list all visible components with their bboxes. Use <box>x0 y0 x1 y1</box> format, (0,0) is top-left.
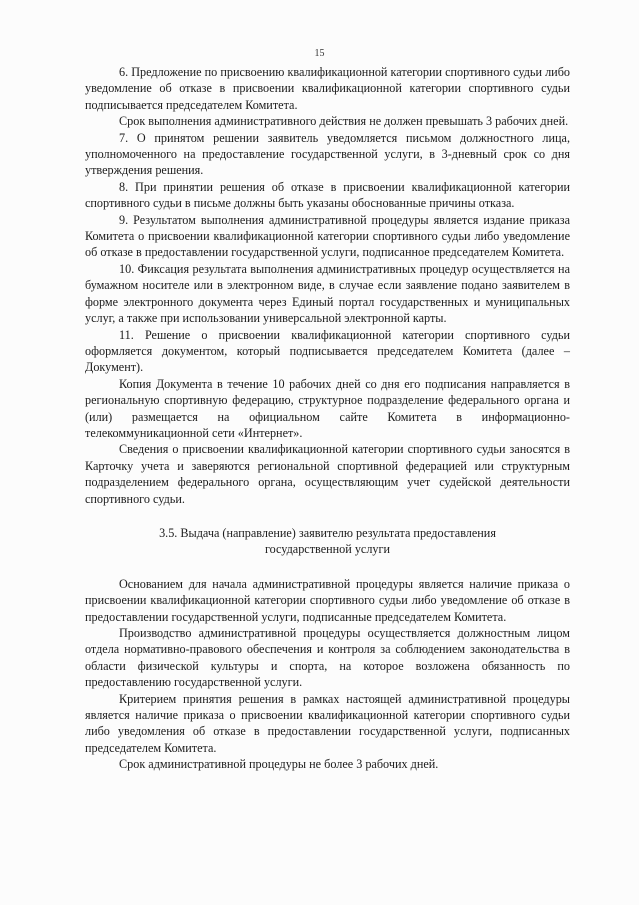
paragraph-11: 11. Решение о присвоении квалификационной категории спортивного судьи оформляется документом, который подписывается председателем Комитета (далее – Документ). <box>85 327 570 375</box>
paragraph-basis: Основанием для начала административной процедуры является наличие приказа о присвоении квалификационной категории спортивного судьи либо уведомление об отказе в предоставлении государственной услуги, подписанные председателем Комитета. <box>85 576 570 624</box>
paragraph-document-copy: Копия Документа в течение 10 рабочих дней со дня его подписания направляется в региональную спортивную федерацию, структурное подразделение федерального органа и (или) размещается на официальном сайте Комитета в информационно-телекоммуникационной сети «Интернет». <box>85 376 570 440</box>
paragraph-records: Сведения о присвоении квалификационной категории спортивного судьи заносятся в Карточку учета и заверяются региональной спортивной федерацией или структурным подразделением федерального органа, осуществляющим учет судейской деятельности спортивного судьи. <box>85 442 570 506</box>
section-heading <box>85 525 570 558</box>
page-number: 15 <box>314 48 325 59</box>
paragraph-10: 10. Фиксация результата выполнения административных процедур осуществляется на бумажном носителе или в электронном виде, в случае если заявление подано заявителем в форме электронного документа через Единый портал государственных и муниципальных услуг, а также при использовании универсальной электронной карты. <box>85 261 570 326</box>
section-heading-line-2: государственной услуги <box>264 542 391 557</box>
paragraph-procedure-term: Срок административной процедуры не более 3 рабочих дней. <box>119 757 439 772</box>
paragraph-9: 9. Результатом выполнения административной процедуры является издание приказа Комитета о присвоении квалификационной категории спортивного судьи либо уведомление об отказе в предоставлении государственной услуги, подписанное председателем Комитета. <box>85 212 570 260</box>
page-content <box>85 64 570 773</box>
paragraph-7: 7. О принятом решении заявитель уведомляется письмом должностного лица, уполномоченного на предоставление государственной услуги, в 3-дневный срок со дня утверждения решения. <box>85 130 570 178</box>
paragraph-6: 6. Предложение по присвоению квалификационной категории спортивного судьи либо уведомление об отказе в присвоении квалификационной категории спортивного судьи подписывается председателем Комитета. <box>85 65 570 112</box>
paragraph-criterion: Критерием принятия решения в рамках настоящей административной процедуры является наличие приказа о присвоении квалификационной категории спортивного судьи либо уведомления об отказе в предоставлении государственной услуги, подписанных председателем Комитета. <box>85 691 570 755</box>
paragraph-8: 8. При принятии решения об отказе в присвоении квалификационной категории спортивного судьи в письме должны быть указаны обоснованные причины отказа. <box>85 179 570 211</box>
paragraph-deadline: Срок выполнения административного действия не должен превышать 3 рабочих дней. <box>119 114 569 129</box>
section-heading-line-1: 3.5. Выдача (направление) заявителю результата предоставления <box>159 525 496 540</box>
paragraph-performer: Производство административной процедуры осуществляется должностным лицом отдела нормативно-правового обеспечения и контроля за соблюдением законодательства в области физической культуры и спорта, на которое возложена обязанность по предоставлению государственной услуги. <box>85 626 570 690</box>
